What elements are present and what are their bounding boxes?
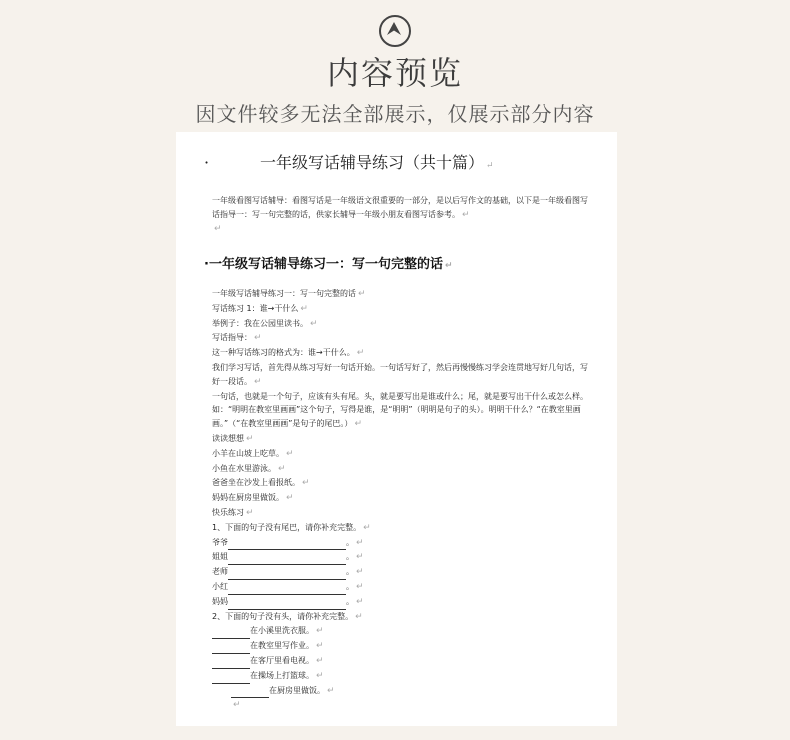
body-line: 举例子：我在公园里读书。 ↵ (212, 318, 318, 329)
fill-tail-line: 小红 。 ↵ (212, 580, 594, 595)
body-line: 妈妈在厨房里做饭。 ↵ (212, 493, 294, 504)
intro-paragraph: 一年级看图写话辅导：看图写话是一年级语文很重要的一部分，是以后写作文的基础，以下是一年级看图写话指导一：写一句完整的话，供家长辅导一年级小朋友看图写话参考。 ↵ ↵ (212, 196, 588, 234)
fill-head-line: 在操场上打篮球。 ↵ (212, 669, 594, 684)
fill-tail-line: 妈妈 。 ↵ (212, 595, 594, 610)
body-line: 快乐练习 ↵ (212, 507, 254, 518)
answer-blank (228, 571, 346, 580)
body-line: 小鱼在水里游泳。 ↵ (212, 463, 286, 474)
body-line: 2、下面的句子没有头，请你补充完整。 ↵ (212, 611, 363, 622)
fill-tail-line: 爷爷 。 ↵ (212, 536, 594, 551)
page-title: 内容预览 (326, 54, 463, 92)
answer-blank (228, 586, 346, 595)
fill-tail-line: 老师 。 ↵ (212, 565, 594, 580)
answer-blank (228, 556, 346, 565)
body-line: 一年级写话辅导练习一：写一句完整的话 ↵ (212, 289, 366, 299)
fill-tail-line: 姐姐 。 ↵ (212, 550, 594, 565)
answer-blank (212, 675, 250, 684)
answer-blank (212, 645, 250, 654)
fill-head-line: 在厨房里做饭。 ↵ (212, 684, 594, 699)
body-line: 小羊在山坡上吃草。 ↵ (212, 448, 294, 459)
body-line: 这一种写话练习的格式为：谁→干什么。 ↵ (212, 348, 365, 359)
body-line: 写话练习 1：谁→干什么 ↵ (212, 303, 308, 314)
body-line: 爸爸坐在沙发上看报纸。 ↵ (212, 478, 310, 489)
empty-line: ↵ (233, 700, 241, 711)
document-body (212, 287, 594, 713)
fill-head-line: 在教室里写作业。 ↵ (212, 639, 594, 654)
answer-blank (228, 541, 346, 550)
answer-blank (212, 630, 250, 639)
body-line: 一句话，也就是一个句子，应该有头有尾。头，就是要写出是谁或什么；尾，就是要写出干什么或怎么样。如：“明明在教室里画画”这个句子，写得是谁，是“明明”（明明是句子的头）。明明干什么？“在教室里画画。”（“在教室里画画”是句子的尾巴。） ↵ (212, 391, 588, 430)
page-subtitle: 因文件较多无法全部展示，仅展示部分内容 (195, 102, 595, 126)
fill-head-line: 在小溪里洗衣服。 ↵ (212, 624, 594, 639)
section-heading: ·一年级写话辅导练习一：写一句完整的话 ↵ (204, 257, 453, 272)
document-preview (176, 132, 617, 726)
upload-arrow-icon (379, 15, 411, 47)
answer-blank (231, 689, 269, 698)
body-line: 1、下面的句子没有尾巴，请你补充完整。 ↵ (212, 522, 371, 533)
answer-blank (228, 601, 346, 610)
answer-blank (212, 660, 250, 669)
fill-head-line: 在客厅里看电视。 ↵ (212, 654, 594, 669)
body-line: 我们学习写话，首先得从练习写好一句话开始。一句话写好了，然后再慢慢练习学会连贯地写好几句话，写好一段话。 ↵ (212, 362, 588, 387)
preview-header (0, 0, 790, 130)
document-title: · 一年级写话辅导练习（共十篇） ↵ (204, 153, 494, 172)
body-line: 读读想想 ↵ (212, 433, 254, 444)
body-line: 写话指导： ↵ (212, 333, 262, 344)
